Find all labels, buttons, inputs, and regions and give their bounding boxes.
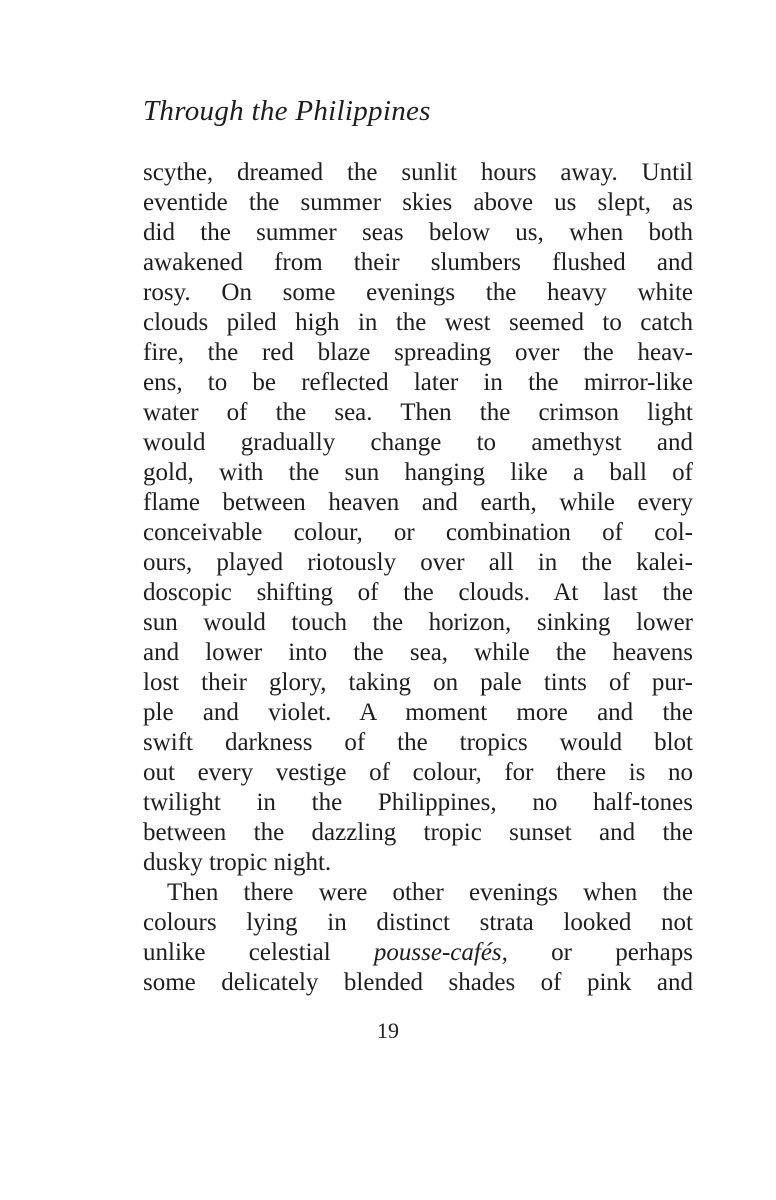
text-span: unlike celestial (143, 939, 374, 966)
text-line (143, 938, 693, 968)
text-line: scythe, dreamed the sunlit hours away. Until (143, 159, 693, 186)
text-line: rosy. On some evenings the heavy white (143, 279, 693, 306)
text-line: out every vestige of colour, for there is no (143, 759, 693, 786)
text-line: dusky tropic night. (143, 849, 332, 876)
page-number: 19 (377, 1018, 399, 1043)
text-line: doscopic shifting of the clouds. At last the (143, 579, 693, 606)
italic-phrase: pousse-cafés, (373, 939, 508, 966)
text-span: or perhaps (507, 939, 693, 966)
text-line: lost their glory, taking on pale tints of pur- (143, 669, 693, 696)
text-line: awakened from their slumbers flushed and (143, 249, 693, 276)
text-line: colours lying in distinct strata looked not (143, 909, 693, 936)
text-line: eventide the summer skies above us slept, as (143, 189, 693, 216)
text-line: fire, the red blaze spreading over the heav- (143, 339, 693, 366)
text-line: sun would touch the horizon, sinking lower (143, 609, 693, 636)
text-line: gold, with the sun hanging like a ball of (143, 459, 693, 486)
text-line: some delicately blended shades of pink and (143, 969, 693, 996)
text-line: Then there were other evenings when the (167, 879, 693, 906)
text-line: would gradually change to amethyst and (143, 429, 693, 456)
text-line: water of the sea. Then the crimson light (143, 399, 693, 426)
text-line: ours, played riotously over all in the kalei- (143, 549, 693, 576)
text-line: twilight in the Philippines, no half-tones (143, 789, 693, 816)
text-line: ple and violet. A moment more and the (143, 699, 693, 726)
text-line: and lower into the sea, while the heavens (143, 639, 693, 666)
text-line: flame between heaven and earth, while every (143, 489, 693, 516)
text-line: clouds piled high in the west seemed to catch (143, 309, 693, 336)
page-body-text (143, 158, 693, 998)
running-header: Through the Philippines (143, 95, 431, 127)
text-line: did the summer seas below us, when both (143, 219, 693, 246)
text-line: ens, to be reflected later in the mirror-like (143, 369, 693, 396)
text-line: between the dazzling tropic sunset and the (143, 819, 693, 846)
text-line: conceivable colour, or combination of col- (143, 519, 693, 546)
text-line: swift darkness of the tropics would blot (143, 729, 693, 756)
